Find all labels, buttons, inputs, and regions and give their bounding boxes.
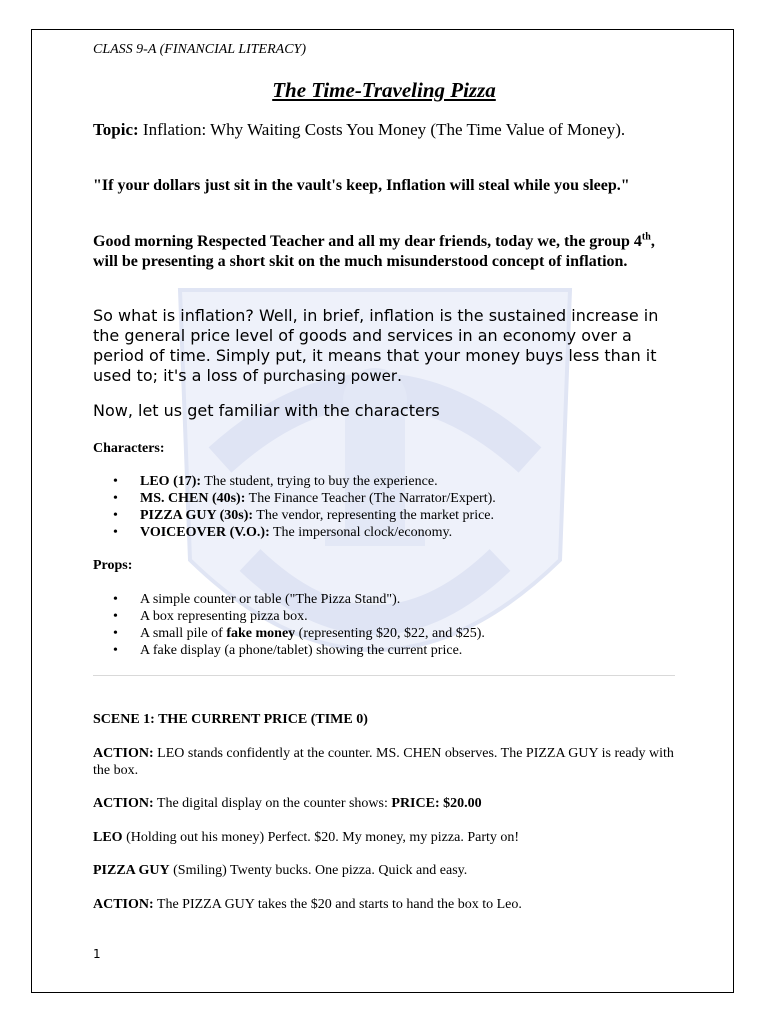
character-name: MS. CHEN (40s): — [140, 491, 246, 506]
bullet-icon: • — [113, 474, 118, 489]
character-desc: The impersonal clock/economy. — [269, 525, 453, 540]
definition-purchasing-power: purchasing power — [263, 367, 397, 385]
character-desc: The Finance Teacher (The Narrator/Expert). — [245, 491, 496, 506]
action-label: ACTION: — [93, 746, 154, 761]
definition-end: . — [396, 366, 403, 385]
prop-text: A fake display (a phone/tablet) showing the current price. — [140, 643, 463, 658]
speaker-name: LEO — [93, 830, 123, 845]
prop-text: A box representing pizza box. — [140, 609, 308, 624]
bullet-icon: • — [113, 609, 118, 624]
bullet-icon: • — [113, 592, 118, 607]
character-desc: The vendor, representing the market price. — [253, 508, 495, 523]
prop-text-end: (representing $20, $22, and $25). — [295, 626, 485, 641]
list-item — [113, 507, 673, 524]
class-header: CLASS 9-A (FINANCIAL LITERACY) — [93, 42, 307, 57]
action-text: LEO stands confidently at the counter. MS. CHEN observes. The PIZZA GUY is ready with the box. — [93, 746, 674, 778]
list-item — [113, 524, 673, 541]
speaker-name: PIZZA GUY — [93, 863, 170, 878]
action-paragraph — [93, 896, 675, 913]
price-display-text: PRICE: $20.00 — [391, 796, 482, 811]
list-item — [113, 473, 673, 490]
dialogue-line — [93, 862, 675, 879]
bullet-icon: • — [113, 626, 118, 641]
definition-text: So what is inflation? Well, in brief, inflation is the sustained increase in the general price level of goods and services in an economy over a period of time. Simply put, it means that your money buys less than it used to; it's a loss of — [93, 306, 659, 385]
topic-label: Topic: — [93, 120, 139, 139]
action-paragraph — [93, 745, 675, 779]
list-item — [113, 625, 673, 642]
character-desc: The student, trying to buy the experience. — [201, 474, 438, 489]
dialogue-text: (Holding out his money) Perfect. $20. My money, my pizza. Party on! — [122, 830, 520, 845]
section-divider — [93, 675, 675, 676]
greeting-paragraph — [93, 232, 673, 272]
list-item — [113, 490, 673, 507]
greeting-text-end: , will be presenting a short skit on the much misunderstood concept of inflation. — [93, 233, 655, 270]
greeting-text: Good morning Respected Teacher and all my dear friends, today we, the group 4 — [93, 233, 642, 250]
dialogue-text: (Smiling) Twenty bucks. One pizza. Quick and easy. — [169, 863, 468, 878]
props-heading: Props: — [93, 558, 133, 573]
action-paragraph — [93, 795, 675, 812]
list-item — [113, 642, 673, 659]
topic-text: Inflation: Why Waiting Costs You Money (The Time Value of Money). — [138, 120, 626, 139]
inflation-definition — [93, 306, 673, 386]
character-name: LEO (17): — [140, 474, 202, 489]
opening-quote: "If your dollars just sit in the vault's keep, Inflation will steal while you sleep." — [93, 177, 630, 194]
character-name: VOICEOVER (V.O.): — [140, 525, 270, 540]
prop-text: A simple counter or table ("The Pizza Stand"). — [140, 592, 401, 607]
list-item — [113, 591, 673, 608]
action-label: ACTION: — [93, 796, 154, 811]
scene-heading: SCENE 1: THE CURRENT PRICE (TIME 0) — [93, 712, 368, 727]
action-label: ACTION: — [93, 897, 154, 912]
characters-intro: Now, let us get familiar with the characters — [93, 401, 440, 420]
props-list — [113, 591, 673, 659]
bullet-icon: • — [113, 508, 118, 523]
characters-list — [113, 473, 673, 541]
bullet-icon: • — [113, 525, 118, 540]
dialogue-line — [93, 829, 675, 846]
action-text: The PIZZA GUY takes the $20 and starts to hand the box to Leo. — [153, 897, 522, 912]
prop-text: A small pile of — [140, 626, 227, 641]
document-title: The Time-Traveling Pizza — [272, 78, 496, 102]
prop-bold-text: fake money — [226, 626, 296, 641]
greeting-superscript: th — [641, 231, 651, 243]
page-number: 1 — [93, 947, 101, 961]
bullet-icon: • — [113, 643, 118, 658]
action-text: The digital display on the counter shows: — [153, 796, 392, 811]
characters-heading: Characters: — [93, 441, 165, 456]
list-item — [113, 608, 673, 625]
bullet-icon: • — [113, 491, 118, 506]
topic-line — [93, 120, 625, 140]
character-name: PIZZA GUY (30s): — [140, 508, 254, 523]
